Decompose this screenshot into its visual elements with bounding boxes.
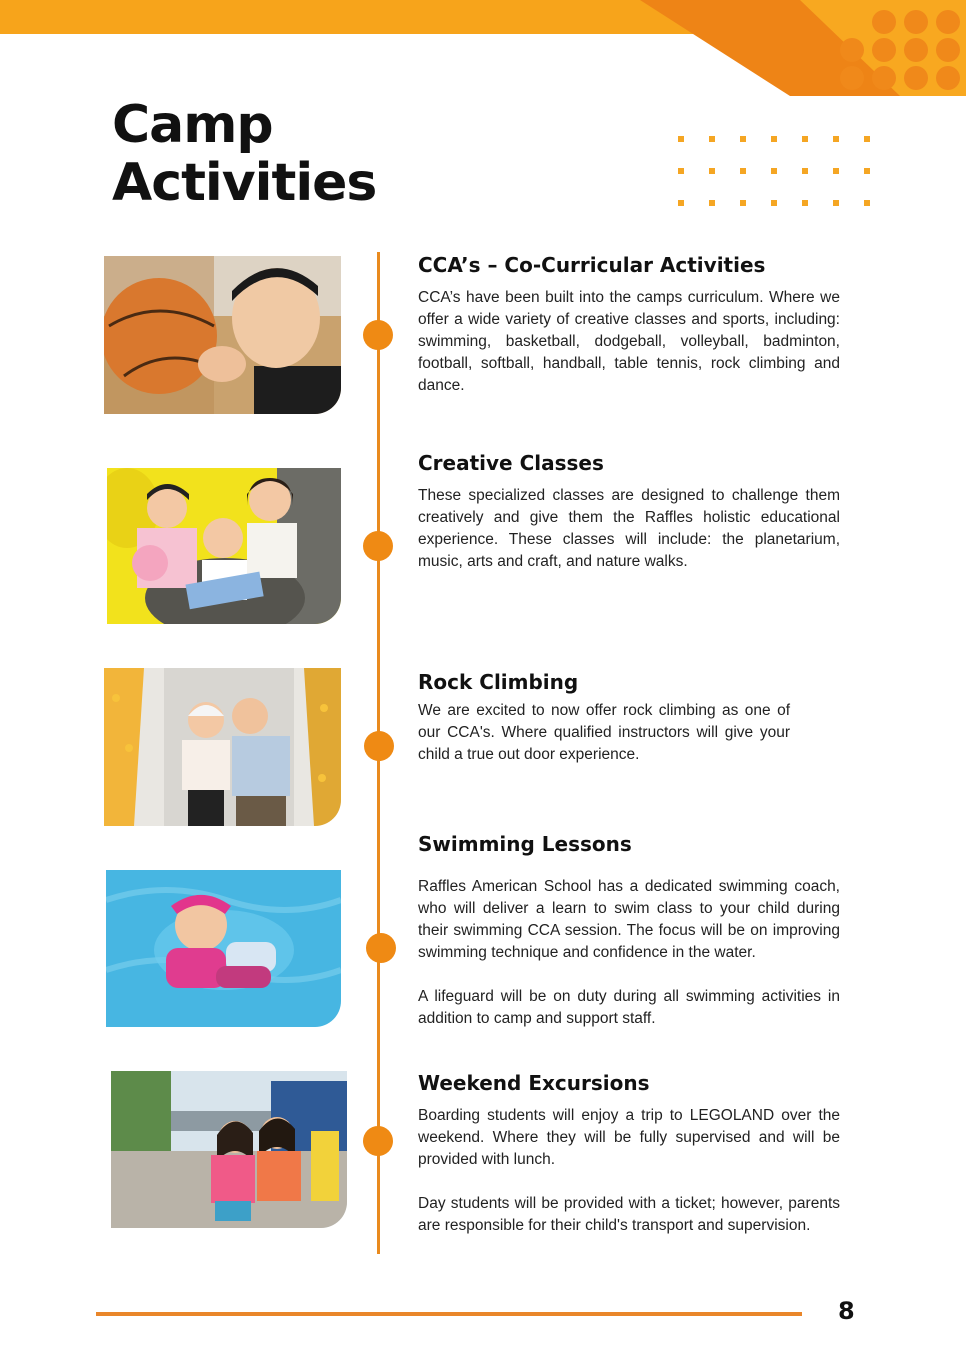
- section-paragraph: CCA’s have been built into the camps curriculum. Where we offer a wide variety of creative classes and sports, including: swimming, basketball, dodgeball, volleyball, badminton, football, softball, handball, table tennis, rock climbing and dance.: [418, 289, 840, 394]
- page-number: 8: [838, 1297, 855, 1325]
- section-heading: Rock Climbing: [418, 670, 579, 694]
- boy-with-basketball-photo: [104, 256, 341, 414]
- section-paragraph: We are excited to now offer rock climbing as one of our CCA's. Where qualified instructors will give your child a true out door experience.: [418, 702, 790, 763]
- title-line-2: Activities: [112, 153, 377, 213]
- swimming-girl-photo: [106, 870, 341, 1027]
- section-paragraph: Raffles American School has a dedicated swimming coach, who will deliver a learn to swim class to your child during their swimming CCA session. The focus will be on improving swimming technique and confidence in the water.: [418, 878, 840, 961]
- section-paragraph: These specialized classes are designed to challenge them creatively and give them the Raffles holistic educational experience. These classes will include: the planetarium, music, arts and craft, and nature walks.: [418, 487, 840, 570]
- section-creative-classes: [418, 451, 840, 573]
- footer-rule: [96, 1312, 802, 1316]
- section-heading: Weekend Excursions: [418, 1071, 650, 1095]
- section-paragraph: Day students will be provided with a ticket; however, parents are responsible for their child's transport and supervision.: [418, 1195, 840, 1234]
- section-paragraph: Boarding students will enjoy a trip to LEGOLAND over the weekend. Where they will be fully supervised and will be provided with lunch.: [418, 1107, 840, 1168]
- timeline-node: [364, 731, 394, 761]
- section-swimming-lessons: [418, 832, 840, 1030]
- section-heading: CCA’s – Co-Curricular Activities: [418, 253, 766, 277]
- excursion-girls-photo: [111, 1071, 347, 1228]
- page-title: [112, 96, 376, 212]
- title-line-1: Camp: [112, 95, 273, 155]
- children-reading-photo: [107, 468, 341, 624]
- rock-climbing-photo: [104, 668, 341, 826]
- section-cca: [418, 253, 840, 397]
- section-heading: Creative Classes: [418, 451, 604, 475]
- section-weekend-excursions: [418, 1071, 840, 1237]
- corner-decoration: [0, 0, 966, 100]
- section-paragraph: A lifeguard will be on duty during all swimming activities in addition to camp and support staff.: [418, 988, 840, 1027]
- section-heading: Swimming Lessons: [418, 832, 632, 856]
- dot-grid-decoration: [678, 136, 878, 208]
- timeline-node: [363, 320, 393, 350]
- timeline-node: [366, 933, 396, 963]
- section-rock-climbing: [418, 670, 790, 766]
- timeline-node: [363, 1126, 393, 1156]
- timeline-node: [363, 531, 393, 561]
